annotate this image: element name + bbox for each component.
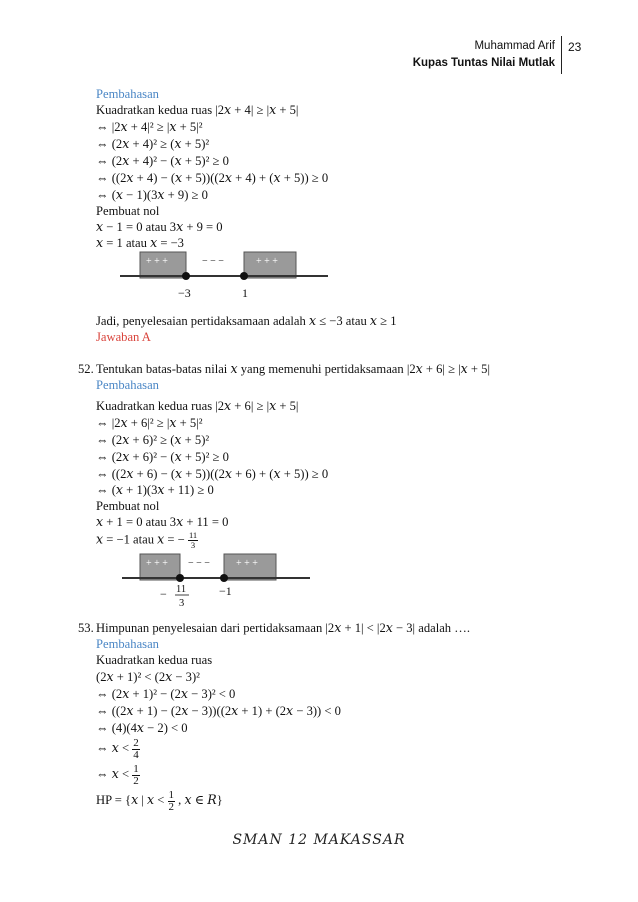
p51-left-point [182,272,190,280]
p52-number-line [110,548,350,612]
p51-mid-sign: − − − [202,256,224,267]
p53-number: 53. [78,621,94,635]
p53-step6-num: 2 [133,736,139,749]
p52-step: ⇔ (2𝑥 + 6)² ≥ (𝑥 + 5)² [96,433,210,447]
p53-hp-num: 1 [168,788,175,801]
p53-pembahasan-heading: Pembahasan [96,637,159,651]
p53-step: ⇔ ((2𝑥 + 1) − (2𝑥 − 3))((2𝑥 + 1) + (2𝑥 − 3)) < 0 [96,704,341,718]
p52-frac-num: 11 [188,530,198,540]
p53-step6-den: 4 [133,748,139,761]
page-number: 23 [568,40,582,54]
page-footer: SMAN 12 MAKASSAR [232,832,406,848]
p51-step: ⇔ (2𝑥 + 4)² ≥ (𝑥 + 5)² [96,137,210,151]
p52-step: ⇔ |2𝑥 + 6|² ≥ |𝑥 + 5|² [96,416,203,430]
p51-right-sign: + + + [256,256,278,267]
p53-step: ⇔ (2𝑥 + 1)² − (2𝑥 − 3)² < 0 [96,687,236,701]
header-author: Muhammad Arif [474,40,555,52]
p51-answer: Jawaban A [96,330,151,344]
p53-step7-fraction [132,764,140,787]
p53-step-fraction [96,763,140,787]
p53-step6-prefix: ⇔ 𝑥 < [96,741,130,755]
p53-step7-prefix: ⇔ 𝑥 < [96,767,130,781]
p51-step: Pembuat nol [96,204,160,218]
p51-step: ⇔ ((2𝑥 + 4) − (𝑥 + 5))((2𝑥 + 4) + (𝑥 + 5)) ≥ 0 [96,171,329,185]
header-divider [561,36,562,74]
p52-right-point-label: −1 [219,584,232,598]
p53-step: (2𝑥 + 1)² < (2𝑥 − 3)² [96,670,200,684]
p52-step: 𝑥 + 1 = 0 atau 3𝑥 + 11 = 0 [96,515,229,529]
p52-left-point [176,574,184,582]
p51-right-point-label: 1 [242,286,248,300]
p53-step7-den: 2 [133,774,139,787]
p53-step7-num: 1 [133,762,139,775]
p53-step: ⇔ (4)(4𝑥 − 2) < 0 [96,721,188,735]
p52-number: 52. [78,362,94,376]
p53-hp-suffix: , 𝑥 ∈ 𝑅} [178,793,223,807]
p52-mid-sign: − − − [188,558,210,569]
p52-step: Pembuat nol [96,499,160,513]
p52-left-sign: + + + [146,558,168,569]
p53-solution-set [96,789,223,813]
p53-hp-prefix: HP = {𝑥 | 𝑥 < [96,793,165,807]
p52-step: Kuadratkan kedua ruas |2𝑥 + 6| ≥ |𝑥 + 5| [96,399,299,413]
p53-hp-den: 2 [168,800,175,813]
p51-pembahasan-heading: Pembahasan [96,87,159,101]
p52-step: ⇔ (2𝑥 + 6)² − (𝑥 + 5)² ≥ 0 [96,450,229,464]
p52-question: Tentukan batas-batas nilai 𝑥 yang memenuhi pertidaksamaan |2𝑥 + 6| ≥ |𝑥 + 5| [96,362,491,376]
p52-left-point-den: 3 [179,598,185,609]
p51-step: Kuadratkan kedua ruas |2𝑥 + 4| ≥ |𝑥 + 5| [96,103,299,117]
p53-question: Himpunan penyelesaian dari pertidaksamaan |2𝑥 + 1| < |2𝑥 − 3| adalah …. [96,621,470,635]
p51-right-point [240,272,248,280]
p51-conclusion: Jadi, penyelesaian pertidaksamaan adalah 𝑥 ≤ −3 atau 𝑥 ≥ 1 [96,314,397,328]
p53-hp-fraction [168,790,176,813]
p52-step: ⇔ ((2𝑥 + 6) − (𝑥 + 5))((2𝑥 + 6) + (𝑥 + 5)) ≥ 0 [96,467,329,481]
p51-step: ⇔ |2𝑥 + 4|² ≥ |𝑥 + 5|² [96,120,203,134]
p51-step: ⇔ (2𝑥 + 4)² − (𝑥 + 5)² ≥ 0 [96,154,229,168]
p52-step: ⇔ (𝑥 + 1)(3𝑥 + 11) ≥ 0 [96,483,214,497]
header-subtitle: Kupas Tuntas Nilai Mutlak [412,57,555,69]
p51-step: 𝑥 − 1 = 0 atau 3𝑥 + 9 = 0 [96,220,223,234]
p52-left-point-minus: − [160,587,167,601]
p53-step6-fraction [132,738,140,761]
p53-step-fraction [96,737,140,761]
p52-final-prefix: 𝑥 = −1 atau 𝑥 = − [96,532,185,547]
p52-right-point [220,574,228,582]
p52-frac-den: 3 [190,540,196,550]
p52-left-point-num: 11 [176,584,187,595]
p52-right-sign: + + + [236,558,258,569]
p52-pembahasan-heading: Pembahasan [96,378,159,392]
p51-step: ⇔ (𝑥 − 1)(3𝑥 + 9) ≥ 0 [96,188,208,202]
p51-left-sign: + + + [146,256,168,267]
p51-left-point-label: −3 [178,286,191,300]
p51-number-line [110,246,350,306]
p53-step: Kuadratkan kedua ruas [96,653,213,667]
p51-step: 𝑥 = 1 atau 𝑥 = −3 [96,236,184,250]
